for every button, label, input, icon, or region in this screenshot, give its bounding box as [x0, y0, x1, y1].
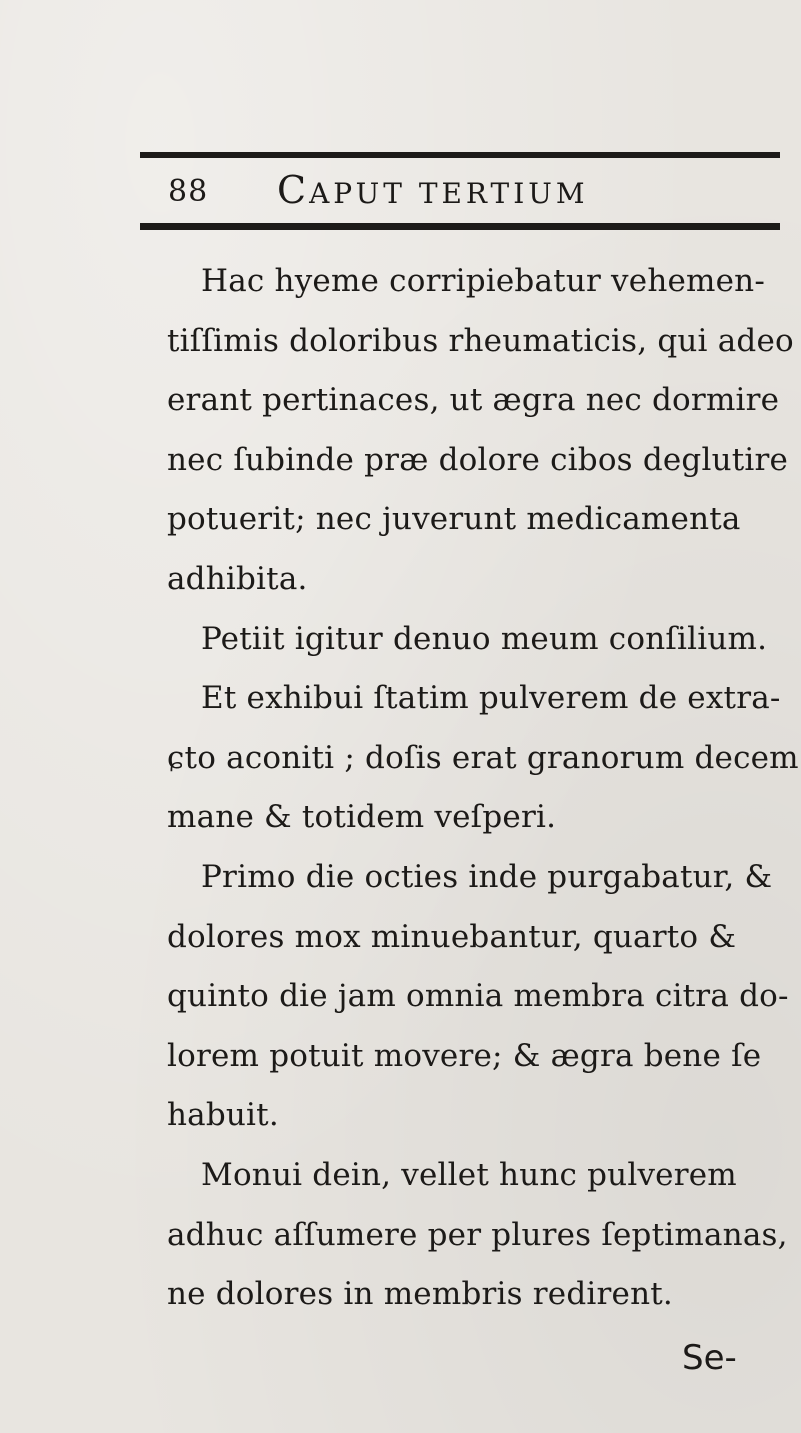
text-line: ɕto aconiti ; doſis erat granorum decem	[167, 739, 799, 776]
text-line: quinto die jam omnia membra citra do-	[167, 978, 789, 1015]
text-line: ne dolores in membris redirent.	[167, 1276, 673, 1313]
text-line: erant pertinaces, ut ægra nec dormire	[167, 382, 780, 419]
header-rule-bottom	[140, 223, 780, 230]
text-line: potuerit; nec juverunt medicamenta	[167, 501, 741, 538]
text-line: mane & totidem veſperi.	[167, 799, 557, 836]
running-title	[277, 164, 589, 220]
header-rule-top	[140, 152, 780, 158]
text-line: Primo die octies inde purgabatur, &	[201, 858, 773, 895]
text-line: adhuc aſſumere per plures ſeptimanas,	[167, 1216, 788, 1253]
page-number: 88	[168, 174, 209, 209]
running-title-initial: C	[277, 168, 310, 212]
text-line: dolores mox minuebantur, quarto &	[167, 918, 737, 955]
text-line: adhibita.	[167, 560, 308, 597]
text-line: Hac hyeme corripiebatur vehemen-	[201, 263, 766, 299]
catchword: Se-	[682, 1338, 737, 1378]
text-line: Monui dein, vellet hunc pulverem	[201, 1156, 737, 1193]
running-title-rest: APUT TERTIUM	[309, 177, 589, 210]
text-line: tiſſimis doloribus rheumaticis, qui adeo	[167, 322, 794, 359]
text-line: habuit.	[167, 1097, 279, 1134]
text-line: lorem potuit movere; & ægra bene ſe	[167, 1037, 762, 1074]
body-text	[167, 252, 797, 1325]
text-line: Petiit igitur denuo meum conſilium.	[201, 620, 768, 657]
text-line: Et exhibui ſtatim pulverem de extra-	[201, 680, 781, 717]
text-line: nec ſubinde præ dolore cibos deglutire	[167, 441, 789, 478]
